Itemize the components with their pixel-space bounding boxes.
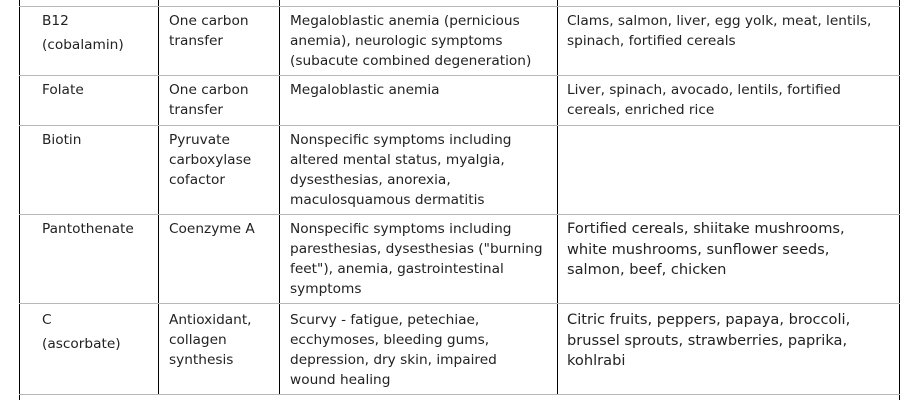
sources-cell bbox=[567, 11, 871, 51]
deficiency-cell bbox=[290, 219, 543, 299]
column-divider bbox=[279, 0, 280, 394]
vitamin-name: Biotin bbox=[42, 132, 82, 148]
function-text: One carbon bbox=[169, 82, 249, 98]
row-divider bbox=[19, 303, 900, 304]
vitamin-name-cell bbox=[42, 80, 84, 100]
deficiency-text: anemia), neurologic symptoms bbox=[290, 33, 503, 49]
function-text: transfer bbox=[169, 33, 224, 49]
deficiency-text: feet"), anemia, gastrointestinal bbox=[290, 261, 504, 277]
deficiency-text: symptoms bbox=[290, 281, 362, 297]
vitamin-name-cell bbox=[42, 130, 81, 150]
deficiency-text: (subacute combined degeneration) bbox=[290, 53, 532, 69]
deficiency-text: altered mental status, myalgia, bbox=[290, 152, 505, 168]
vitamin-name: Pantothenate bbox=[42, 221, 134, 237]
function-text: Coenzyme A bbox=[169, 221, 255, 237]
function-text: One carbon bbox=[169, 13, 249, 29]
row-divider bbox=[19, 75, 900, 76]
deficiency-text: Nonspecific symptoms including bbox=[290, 132, 512, 148]
deficiency-text: Megaloblastic anemia bbox=[290, 82, 440, 98]
vitamin-alias: (cobalamin) bbox=[42, 37, 124, 53]
deficiency-cell bbox=[290, 130, 512, 210]
column-divider bbox=[557, 0, 558, 394]
sources-text: cereals, enriched rice bbox=[567, 102, 715, 118]
vitamin-name: Folate bbox=[42, 82, 84, 98]
sources-text: kohlrabi bbox=[567, 352, 626, 370]
deficiency-text: Scurvy - fatigue, petechiae, bbox=[290, 312, 480, 328]
deficiency-text: maculosquamous dermatitis bbox=[290, 192, 485, 208]
sources-cell bbox=[567, 219, 845, 281]
sources-text: Fortified cereals, shiitake mushrooms, bbox=[567, 220, 845, 237]
function-cell bbox=[169, 130, 251, 190]
sources-text: brussel sprouts, strawberries, paprika, bbox=[567, 331, 848, 349]
sources-text: Citric fruits, peppers, papaya, broccoli, bbox=[567, 311, 851, 328]
deficiency-text: Nonspecific symptoms including bbox=[290, 221, 512, 237]
vitamin-name: C bbox=[42, 312, 52, 328]
column-divider bbox=[158, 0, 159, 394]
function-text: cofactor bbox=[169, 172, 225, 188]
vitamin-name: B12 bbox=[42, 13, 69, 29]
sources-text: Clams, salmon, liver, egg yolk, meat, lentils, bbox=[567, 13, 872, 29]
vitamin-name-cell bbox=[42, 11, 124, 55]
table-border-right bbox=[899, 0, 900, 400]
sources-text: salmon, beef, chicken bbox=[567, 261, 727, 279]
deficiency-cell bbox=[290, 310, 497, 390]
deficiency-text: Megaloblastic anemia (pernicious bbox=[290, 13, 520, 29]
function-text: Antioxidant, bbox=[169, 312, 252, 328]
vitamin-name-cell bbox=[42, 310, 121, 354]
sources-cell bbox=[567, 310, 850, 372]
function-text: transfer bbox=[169, 102, 224, 118]
vitamin-name-cell bbox=[42, 219, 134, 239]
function-text: synthesis bbox=[169, 352, 234, 368]
deficiency-cell bbox=[290, 80, 440, 100]
deficiency-cell bbox=[290, 11, 531, 71]
function-cell bbox=[169, 219, 255, 239]
deficiency-text: ecchymoses, bleeding gums, bbox=[290, 332, 490, 348]
function-cell bbox=[169, 80, 249, 120]
vitamin-alias: (ascorbate) bbox=[42, 336, 121, 352]
row-divider bbox=[19, 214, 900, 215]
function-cell bbox=[169, 11, 249, 51]
row-divider bbox=[19, 125, 900, 126]
sources-text: spinach, fortified cereals bbox=[567, 33, 736, 49]
row-divider bbox=[19, 6, 900, 7]
function-text: collagen bbox=[169, 332, 227, 348]
sources-text: white mushrooms, sunflower seeds, bbox=[567, 240, 830, 258]
deficiency-text: wound healing bbox=[290, 372, 391, 388]
sources-cell bbox=[567, 80, 841, 120]
sources-text: Liver, spinach, avocado, lentils, fortified bbox=[567, 82, 841, 98]
function-text: Pyruvate bbox=[169, 132, 230, 148]
deficiency-text: paresthesias, dysesthesias ("burning bbox=[290, 241, 543, 257]
deficiency-text: dysesthesias, anorexia, bbox=[290, 172, 451, 188]
function-text: carboxylase bbox=[169, 152, 252, 168]
deficiency-text: depression, dry skin, impaired bbox=[290, 352, 497, 368]
row-divider bbox=[19, 394, 900, 395]
table-border-left bbox=[19, 0, 20, 400]
function-cell bbox=[169, 310, 252, 370]
